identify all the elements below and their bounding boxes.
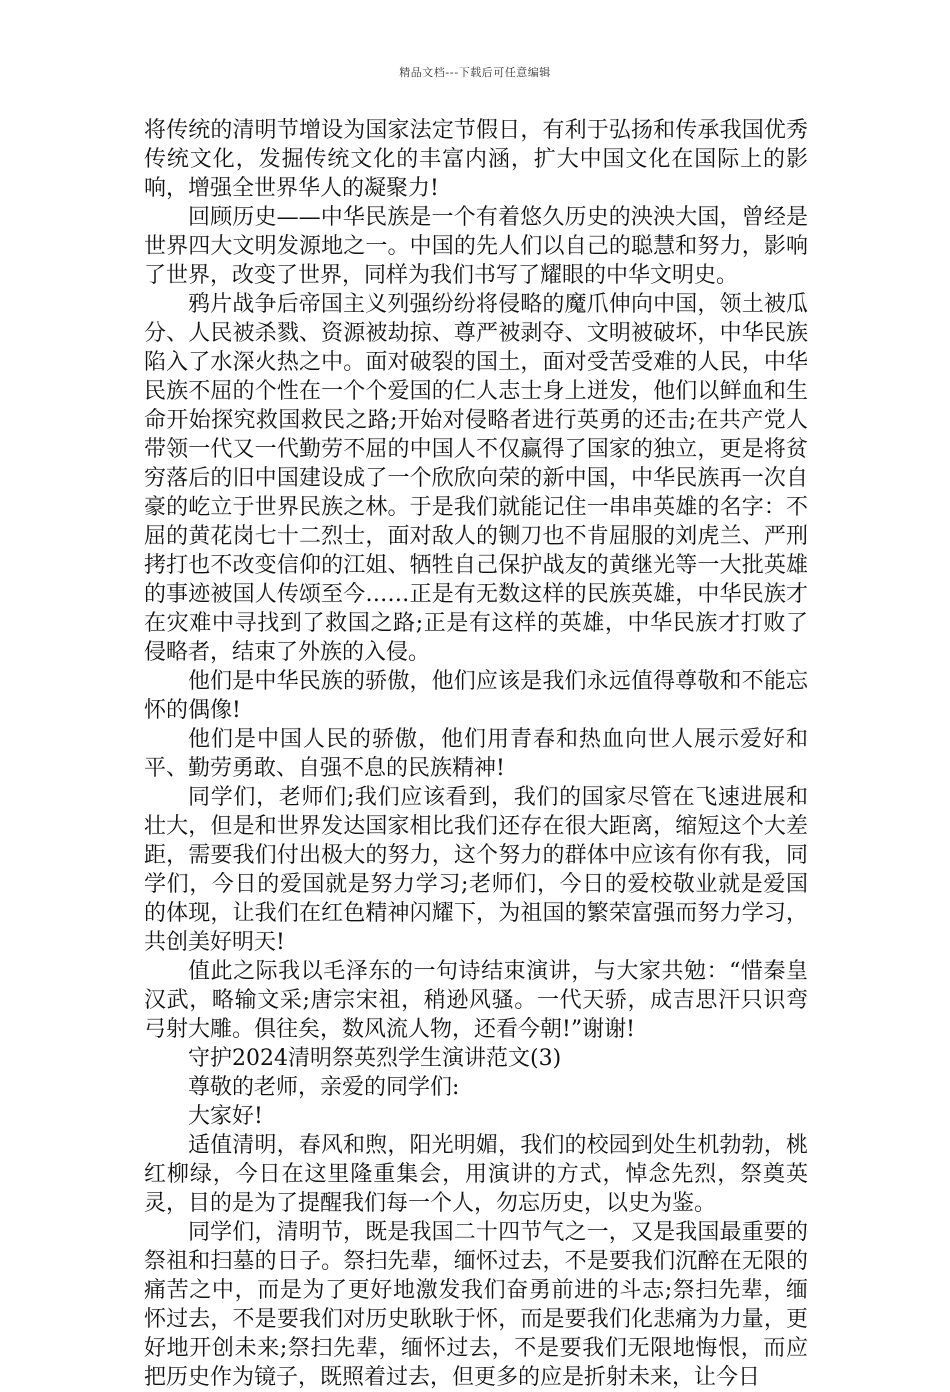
document-body [144,116,808,1392]
body-paragraph: 值此之际我以毛泽东的一句诗结束演讲，与大家共勉：“惜秦皇汉武，略输文采;唐宗宋祖，稍逊风骚。一代天骄，成吉思汗只识弯弓射大雕。俱往矣，数风流人物，还看今朝!”谢谢! [144,959,808,1042]
page-header: 精品文档---下载后可任意编辑 [399,66,551,79]
body-paragraph: 鸦片战争后帝国主义列强纷纷将侵略的魔爪伸向中国，领土被瓜分、人民被杀戮、资源被劫掠、尊严被剥夺、文明被破坏，中华民族陷入了水深火热之中。面对破裂的国土，面对受苦受难的人民，中华民族不屈的个性在一个个爱国的仁人志士身上迸发，他们以鲜血和生命开始探究救国救民之路;开始对侵略者进行英勇的还击;在共产党人带领一代又一代勤劳不屈的中国人不仅赢得了国家的独立，更是将贫穷落后的旧中国建设成了一个欣欣向荣的新中国，中华民族再一次自豪的屹立于世界民族之林。于是我们就能记住一串串英雄的名字：不屈的黄花岗七十二烈士，面对敌人的铡刀也不肯屈服的刘虎兰、严刑拷打也不改变信仰的江姐、牺牲自己保护战友的黄继光等一大批英雄的事迹被国人传颂至今……正是有无数这样的民族英雄，中华民族才在灾难中寻找到了救国之路;正是有这样的英雄，中华民族才打败了侵略者，结束了外族的入侵。 [144,292,808,665]
body-paragraph: 同学们，清明节，既是我国二十四节气之一，又是我国最重要的祭祖和扫墓的日子。祭扫先辈，缅怀过去，不是要我们沉醉在无限的痛苦之中，而是为了更好地激发我们奋勇前进的斗志;祭扫先辈，缅怀过去，不是要我们对历史耿耿于怀，而是要我们化悲痛为力量，更好地开创未来;祭扫先辈，缅怀过去，不是要我们无限地悔恨，而应把历史作为镜子，既照着过去，但更多的应是折射未来，让今日 [144,1220,808,1390]
body-paragraph: 他们是中华民族的骄傲，他们应该是我们永远值得尊敬和不能忘怀的偶像! [144,669,808,723]
body-paragraph: 他们是中国人民的骄傲，他们用青春和热血向世人展示爱好和平、勤劳勇敢、自强不息的民族精神! [144,727,808,781]
body-paragraph: 将传统的清明节增设为国家法定节假日，有利于弘扬和传承我国优秀传统文化，发掘传统文化的丰富内涵，扩大中国文化在国际上的影响，增强全世界华人的凝聚力! [144,118,808,201]
body-paragraph: 守护2024清明祭英烈学生演讲范文(3) [188,1046,562,1071]
body-paragraph: 回顾历史——中华民族是一个有着悠久历史的泱泱大国，曾经是世界四大文明发源地之一。中国的先人们以自己的聪慧和努力，影响了世界，改变了世界，同样为我们书写了耀眼的中华文明史。 [144,205,808,288]
body-paragraph: 同学们，老师们;我们应该看到，我们的国家尽管在飞速进展和壮大，但是和世界发达国家相比我们还存在很大距离，缩短这个大差距，需要我们付出极大的努力，这个努力的群体中应该有你有我，同学们，今日的爱国就是努力学习;老师们，今日的爱校敬业就是爱国的体现，让我们在红色精神闪耀下，为祖国的繁荣富强而努力学习，共创美好明天! [144,785,808,955]
body-paragraph: 尊敬的老师，亲爱的同学们: [188,1075,460,1100]
body-paragraph: 适值清明，春风和煦，阳光明媚，我们的校园到处生机勃勃，桃红柳绿，今日在这里隆重集会，用演讲的方式，悼念先烈，祭奠英灵，目的是为了提醒我们每一个人，勿忘历史，以史为鉴。 [144,1133,808,1216]
body-paragraph: 大家好! [188,1104,263,1129]
